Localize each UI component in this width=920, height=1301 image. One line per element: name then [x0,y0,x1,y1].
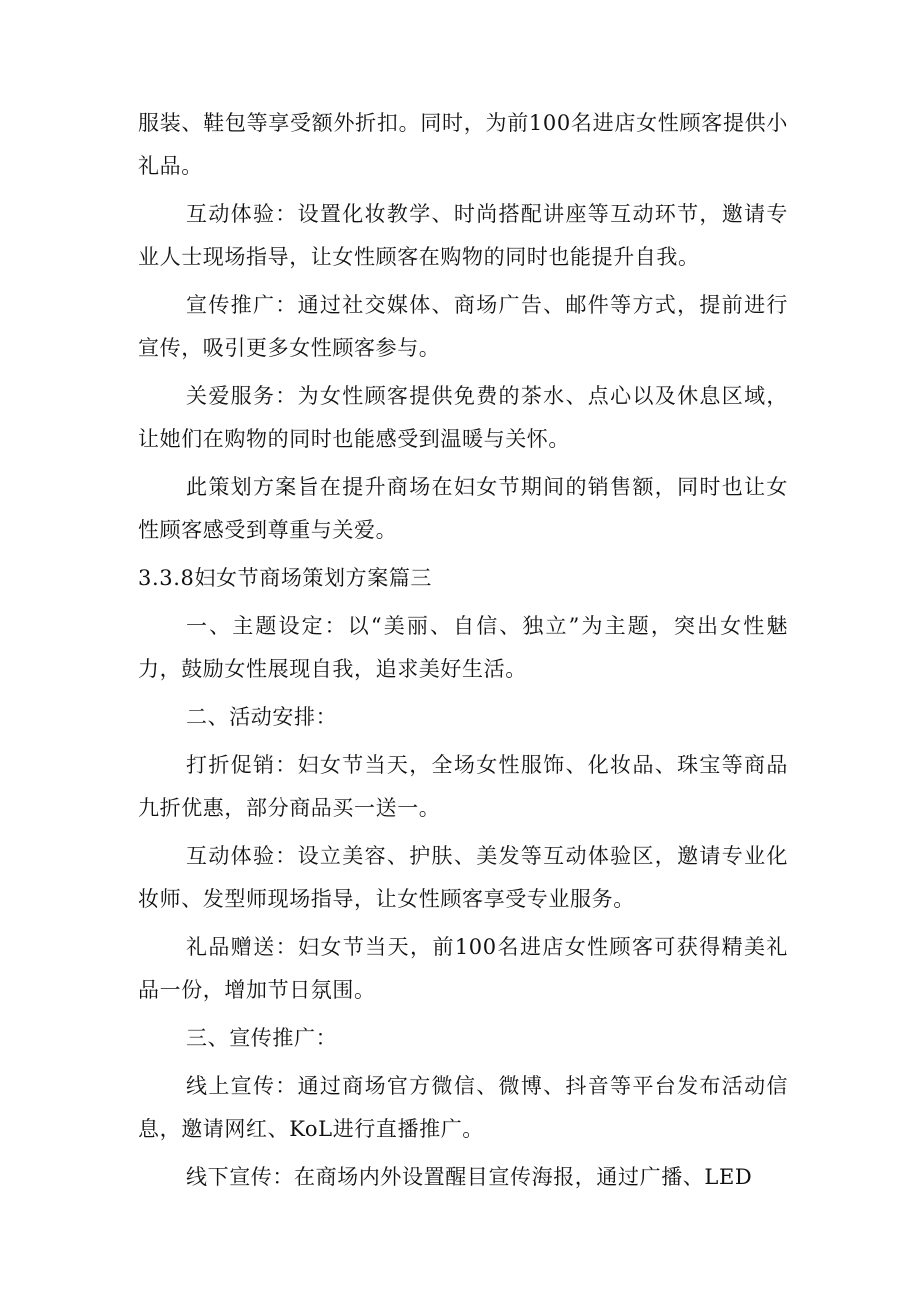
paragraph: 服装、鞋包等享受额外折扣。同时，为前100名进店女性顾客提供小礼品。 [138,111,788,178]
paragraph: 三、宣传推广： [186,1026,338,1050]
paragraph: 互动体验：设置化妆教学、时尚搭配讲座等互动环节，邀请专业人士现场指导，让女性顾客在购物的同时也能提升自我。 [138,202,788,269]
paragraph: 线上宣传：通过商场官方微信、微博、抖音等平台发布活动信息，邀请网红、KoL进行直播推广。 [138,1074,788,1141]
paragraph: 礼品赠送：妇女节当天，前100名进店女性顾客可获得精美礼品一份，增加节日氛围。 [138,935,788,1002]
paragraph: 二、活动安排： [186,705,338,729]
paragraph: 线下宣传：在商场内外设置醒目宣传海报，通过广播、LED [186,1165,753,1189]
paragraph: 打折促销：妇女节当天，全场女性服饰、化妆品、珠宝等商品九折优惠，部分商品买一送一。 [138,753,788,820]
document-body [138,102,788,1204]
paragraph: 此策划方案旨在提升商场在妇女节期间的销售额，同时也让女性顾客感受到尊重与关爱。 [138,475,788,542]
paragraph: 宣传推广：通过社交媒体、商场广告、邮件等方式，提前进行宣传，吸引更多女性顾客参与。 [138,293,788,360]
paragraph: 关爱服务：为女性顾客提供免费的茶水、点心以及休息区域，让她们在购物的同时也能感受到温暖与关怀。 [138,384,788,451]
section-heading: 3.3.8妇女节商场策划方案篇三 [138,566,433,590]
paragraph: 互动体验：设立美容、护肤、美发等互动体验区，邀请专业化妆师、发型师现场指导，让女性顾客享受专业服务。 [138,844,788,911]
paragraph: 一、主题设定：以“美丽、自信、独立”为主题，突出女性魅力，鼓励女性展现自我，追求美好生活。 [138,614,788,681]
